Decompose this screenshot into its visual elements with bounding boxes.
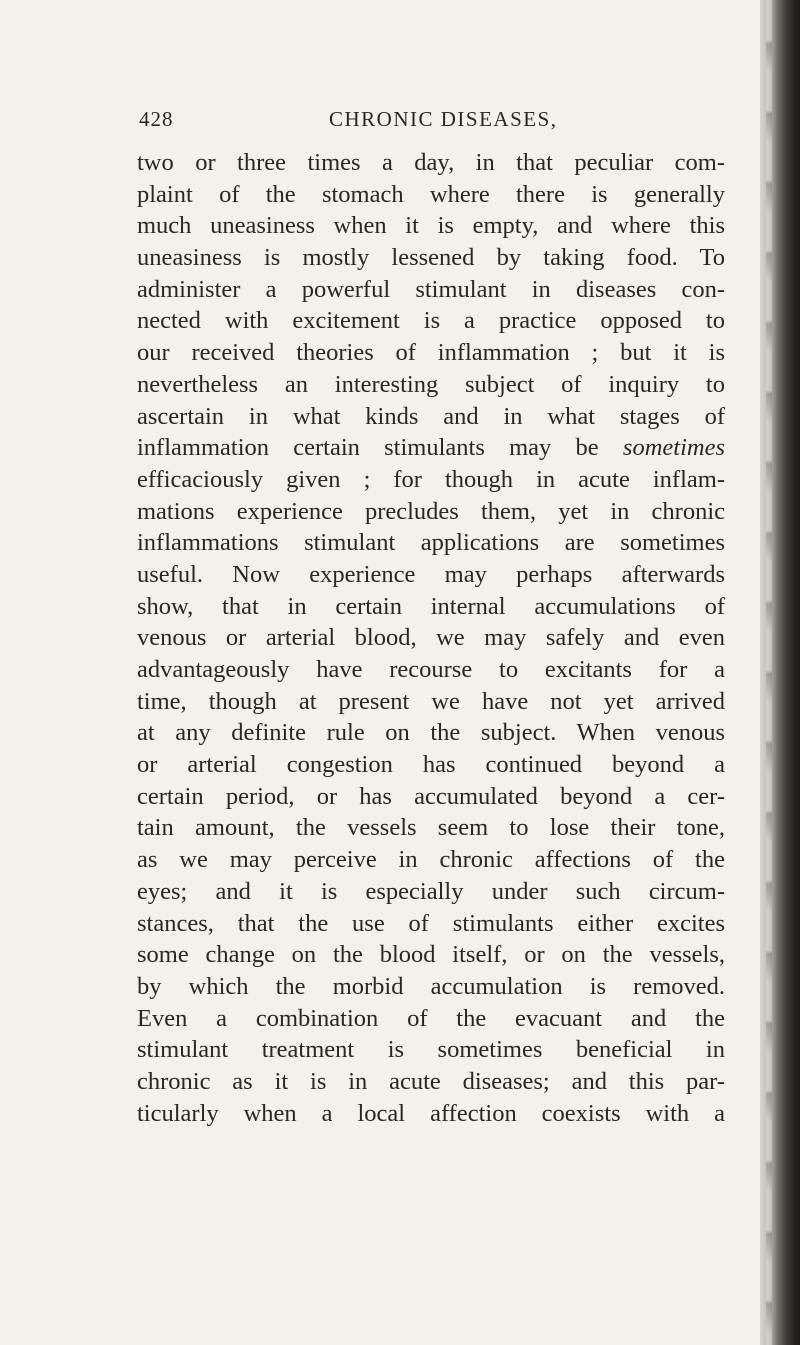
text-line: ticularly when a local affection coexists with a bbox=[137, 1099, 725, 1127]
text-line: or arterial congestion has continued beyond a bbox=[137, 751, 725, 779]
text-line: chronic as it is in acute diseases; and this par- bbox=[137, 1067, 725, 1095]
text-line: nevertheless an interesting subject of inquiry to bbox=[137, 370, 725, 398]
text-line: at any definite rule on the subject. When venous bbox=[137, 719, 725, 747]
text-line: administer a powerful stimulant in diseases con- bbox=[137, 275, 725, 303]
text-line: eyes; and it is especially under such circum- bbox=[137, 877, 725, 905]
italic-word: sometimes bbox=[622, 434, 725, 462]
text-line: venous or arterial blood, we may safely and even bbox=[137, 624, 725, 652]
text-line: two or three times a day, in that peculiar com- bbox=[137, 149, 725, 176]
text-line: uneasiness is mostly lessened by taking food. To bbox=[137, 244, 725, 272]
text-line: tain amount, the vessels seem to lose their tone, bbox=[137, 814, 725, 842]
text-line: mations experience precludes them, yet in chronic bbox=[137, 497, 725, 525]
text-line: plaint of the stomach where there is generally bbox=[137, 180, 725, 208]
text-line: our received theories of inflammation ; but it is bbox=[137, 339, 725, 367]
text-line: Even a combination of the evacuant and the bbox=[137, 1004, 725, 1032]
text-line: some change on the blood itself, or on the vessels, bbox=[137, 941, 725, 969]
body-text bbox=[137, 147, 725, 1129]
text-line: certain period, or has accumulated beyond a cer- bbox=[137, 782, 725, 810]
text-line: show, that in certain internal accumulations of bbox=[137, 592, 725, 620]
text-line: efficaciously given ; for though in acute inflam- bbox=[137, 465, 725, 493]
running-header bbox=[139, 107, 559, 137]
book-spine-edge bbox=[760, 0, 800, 1345]
text-line: as we may perceive in chronic affections of the bbox=[137, 846, 725, 874]
text-line: much uneasiness when it is empty, and where this bbox=[137, 212, 725, 240]
text-line: stimulant treatment is sometimes beneficial in bbox=[137, 1036, 725, 1064]
text-line: by which the morbid accumulation is removed. bbox=[137, 972, 725, 1000]
text-line: inflammations stimulant applications are sometimes bbox=[137, 529, 725, 557]
text-line: nected with excitement is a practice opposed to bbox=[137, 307, 725, 335]
page-number: 428 bbox=[139, 107, 174, 131]
text-line: useful. Now experience may perhaps afterwards bbox=[137, 560, 725, 588]
text-line: stances, that the use of stimulants either excites bbox=[137, 909, 725, 937]
text-line: advantageously have recourse to excitants for a bbox=[137, 656, 725, 683]
text-line: ascertain in what kinds and in what stages of bbox=[137, 402, 725, 430]
text-line: inflammation certain stimulants may be sometimes bbox=[137, 434, 725, 462]
text-line: time, though at present we have not yet arrived bbox=[137, 687, 725, 715]
running-title: CHRONIC DISEASES, bbox=[329, 107, 558, 131]
